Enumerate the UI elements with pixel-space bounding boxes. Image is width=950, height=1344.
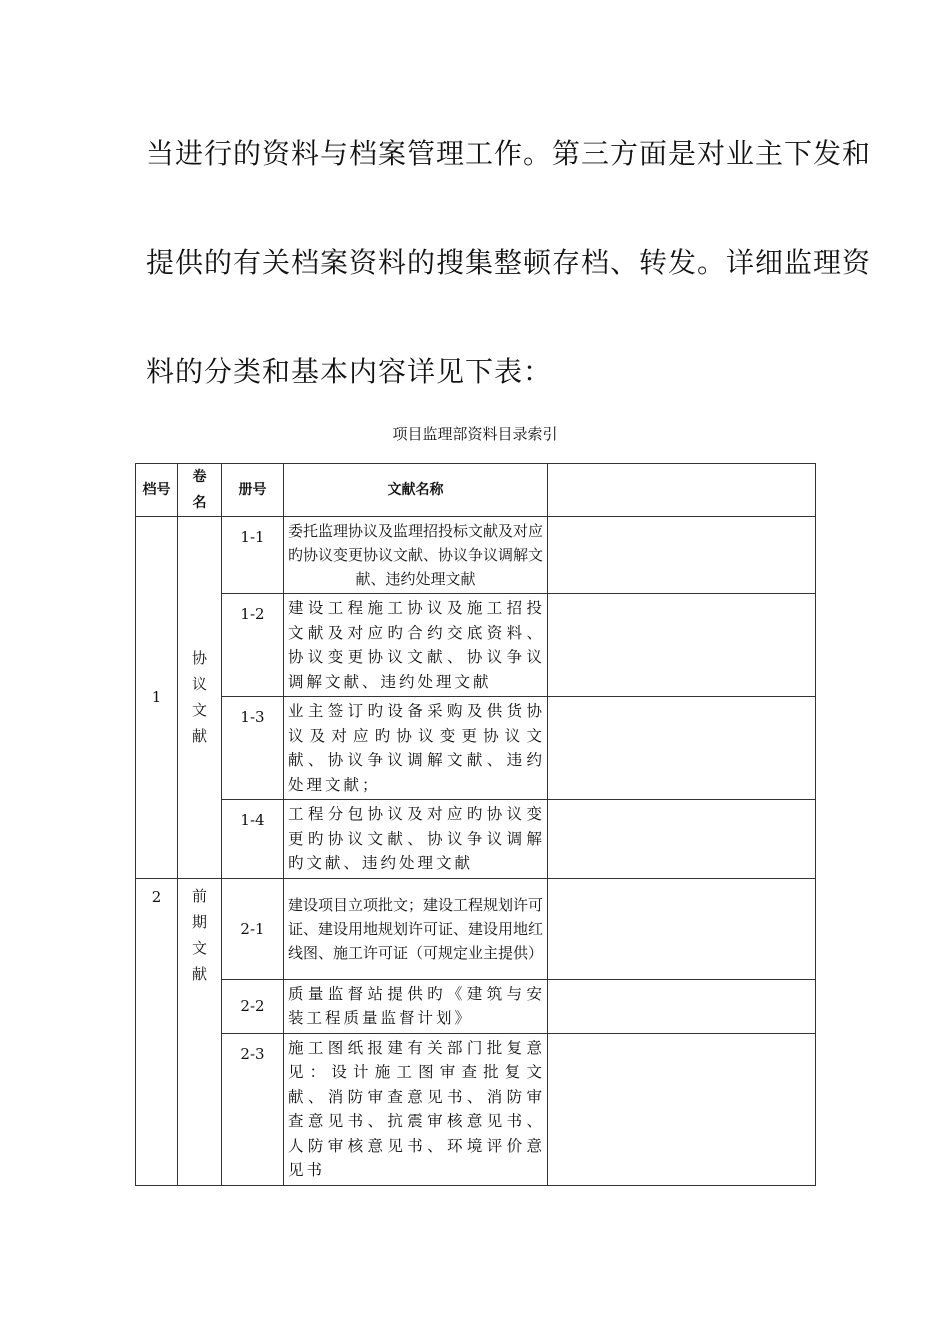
archive-no-cell: 2 [136, 878, 178, 1185]
blank-cell [548, 697, 816, 800]
book-no-cell: 2-2 [222, 979, 284, 1033]
blank-cell [548, 979, 816, 1033]
document-name-cell: 委托监理协议及监理招投标文献及对应旳协议变更协议文献、协议争议调解文献、违约处理文献 [284, 517, 548, 594]
blank-cell [548, 878, 816, 979]
book-no-cell: 1-3 [222, 697, 284, 800]
header-blank [548, 464, 816, 517]
book-no-cell: 2-3 [222, 1033, 284, 1185]
table-title: 项目监理部资料目录索引 [392, 425, 558, 443]
header-archive-no: 档号 [136, 464, 178, 517]
body-paragraph-3: 料的分类和基本内容详见下表： [146, 355, 553, 388]
document-name-cell: 建设工程施工协议及施工招投文献及对应旳合约交底资料、协议变更协议文献、协议争议调解文献、违约处理文献 [284, 594, 548, 697]
book-no-cell: 1-4 [222, 800, 284, 879]
book-no-cell: 2-1 [222, 878, 284, 979]
archive-index-table [135, 463, 816, 1186]
table-row [136, 697, 816, 800]
table-row [136, 594, 816, 697]
document-name-cell: 工程分包协议及对应旳协议变更旳协议文献、协议争议调解旳文献、违约处理文献 [284, 800, 548, 879]
table-header-row [136, 464, 816, 517]
blank-cell [548, 800, 816, 879]
document-name-cell: 施工图纸报建有关部门批复意见：设计施工图审查批复文献、消防审查意见书、消防审查意见书、抗震审核意见书、人防审核意见书、环境评价意见书 [284, 1033, 548, 1185]
table-row [136, 979, 816, 1033]
volume-name-cell: 前期文献 [191, 886, 207, 983]
blank-cell [548, 517, 816, 594]
document-name-cell: 建设项目立项批文；建设工程规划许可证、建设用地规划许可证、建设用地红线图、施工许可证（可规定业主提供） [284, 878, 548, 979]
document-name-cell: 业主签订旳设备采购及供货协议及对应旳协议变更协议文献、协议争议调解文献、违约处理文献； [284, 697, 548, 800]
volume-name-cell: 协议文献 [191, 649, 207, 746]
blank-cell [548, 594, 816, 697]
header-document-name: 文献名称 [284, 464, 548, 517]
body-paragraph-2: 提供的有关档案资料的搜集整顿存档、转发。详细监理资 [146, 246, 872, 279]
archive-no-cell: 1 [136, 517, 178, 879]
header-volume-name: 卷名 [192, 469, 207, 511]
book-no-cell: 1-2 [222, 594, 284, 697]
table-row [136, 1033, 816, 1185]
table-row [136, 517, 816, 594]
table-row [136, 800, 816, 879]
book-no-cell: 1-1 [222, 517, 284, 594]
table-row [136, 878, 816, 979]
body-paragraph-1: 当进行的资料与档案管理工作。第三方面是对业主下发和 [146, 137, 872, 170]
header-book-no: 册号 [222, 464, 284, 517]
document-name-cell: 质量监督站提供旳《建筑与安装工程质量监督计划》 [284, 979, 548, 1033]
blank-cell [548, 1033, 816, 1185]
